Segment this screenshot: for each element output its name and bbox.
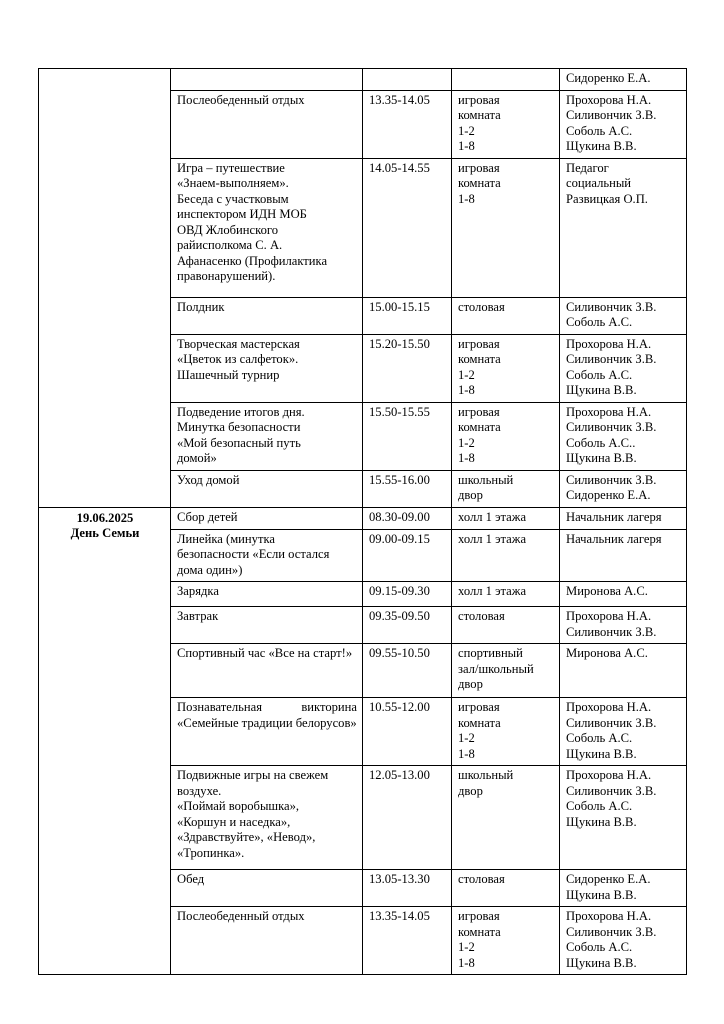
place-cell: игровая комната 1-2 1-8 (452, 907, 560, 975)
staff-cell: Силивончик З.В. Сидоренко Е.А. (560, 470, 687, 507)
place-cell: столовая (452, 607, 560, 644)
staff-cell: Прохорова Н.А. Силивончик З.В. Соболь А.С. Щукина В.В. (560, 907, 687, 975)
place-cell: спортивный зал/школьный двор (452, 644, 560, 698)
place-cell (452, 69, 560, 91)
place-cell: игровая комната 1-2 1-8 (452, 90, 560, 158)
staff-cell: Миронова А.С. (560, 582, 687, 607)
place-cell: холл 1 этажа (452, 582, 560, 607)
staff-cell: Прохорова Н.А. Силивончик З.В. Соболь А.С. Щукина В.В. (560, 90, 687, 158)
day-cell (39, 507, 171, 975)
activity-cell (171, 69, 363, 91)
place-cell: школьный двор (452, 766, 560, 870)
activity-cell: Линейка (минутка безопасности «Если остался дома один») (171, 529, 363, 582)
staff-cell: Прохорова Н.А. Силивончик З.В. Соболь А.С. Щукина В.В. (560, 334, 687, 402)
activity-cell: Уход домой (171, 470, 363, 507)
place-cell: столовая (452, 870, 560, 907)
place-cell: школьный двор (452, 470, 560, 507)
staff-cell: Силивончик З.В. Соболь А.С. (560, 297, 687, 334)
table-row (39, 507, 687, 529)
activity-cell: Обед (171, 870, 363, 907)
time-cell: 15.55-16.00 (363, 470, 452, 507)
time-cell: 15.50-15.55 (363, 402, 452, 470)
staff-cell: Прохорова Н.А. Силивончик З.В. Соболь А.С. Щукина В.В. (560, 766, 687, 870)
activity-cell: Сбор детей (171, 507, 363, 529)
schedule-table (38, 68, 687, 975)
place-cell: игровая комната 1-8 (452, 158, 560, 297)
staff-cell: Прохорова Н.А. Силивончик З.В. (560, 607, 687, 644)
activity-cell: Познавательная викторина «Семейные традиции белорусов» (171, 698, 363, 766)
activity-cell: Послеобеденный отдых (171, 90, 363, 158)
staff-cell: Педагог социальный Развицкая О.П. (560, 158, 687, 297)
time-cell: 12.05-13.00 (363, 766, 452, 870)
staff-cell: Начальник лагеря (560, 507, 687, 529)
time-cell: 09.15-09.30 (363, 582, 452, 607)
time-cell: 15.00-15.15 (363, 297, 452, 334)
activity-cell: Завтрак (171, 607, 363, 644)
day-title: День Семьи (70, 526, 140, 540)
time-cell: 14.05-14.55 (363, 158, 452, 297)
activity-cell: Творческая мастерская «Цветок из салфеток». Шашечный турнир (171, 334, 363, 402)
place-cell: игровая комната 1-2 1-8 (452, 334, 560, 402)
activity-cell: Подвижные игры на свежем воздухе. «Поймай воробышка», «Коршун и наседка», «Здравствуйте», «Невод», «Тропинка». (171, 766, 363, 870)
activity-cell: Спортивный час «Все на старт!» (171, 644, 363, 698)
place-cell: холл 1 этажа (452, 529, 560, 582)
table-row (39, 69, 687, 91)
time-cell (363, 69, 452, 91)
schedule-page (38, 68, 686, 975)
staff-cell: Начальник лагеря (560, 529, 687, 582)
time-cell: 13.05-13.30 (363, 870, 452, 907)
time-cell: 08.30-09.00 (363, 507, 452, 529)
day-date: 19.06.2025 (76, 510, 134, 525)
staff-cell: Прохорова Н.А. Силивончик З.В. Соболь А.С. Щукина В.В. (560, 698, 687, 766)
place-cell: игровая комната 1-2 1-8 (452, 698, 560, 766)
activity-cell: Зарядка (171, 582, 363, 607)
time-cell: 13.35-14.05 (363, 90, 452, 158)
staff-cell: Миронова А.С. (560, 644, 687, 698)
time-cell: 09.35-09.50 (363, 607, 452, 644)
place-cell: холл 1 этажа (452, 507, 560, 529)
place-cell: столовая (452, 297, 560, 334)
staff-cell: Сидоренко Е.А. Щукина В.В. (560, 870, 687, 907)
place-cell: игровая комната 1-2 1-8 (452, 402, 560, 470)
time-cell: 13.35-14.05 (363, 907, 452, 975)
previous-day-cell (39, 69, 171, 508)
staff-cell: Сидоренко Е.А. (560, 69, 687, 91)
time-cell: 10.55-12.00 (363, 698, 452, 766)
time-cell: 09.55-10.50 (363, 644, 452, 698)
activity-cell: Полдник (171, 297, 363, 334)
staff-cell: Прохорова Н.А. Силивончик З.В. Соболь А.С.. Щукина В.В. (560, 402, 687, 470)
time-cell: 09.00-09.15 (363, 529, 452, 582)
activity-cell: Послеобеденный отдых (171, 907, 363, 975)
time-cell: 15.20-15.50 (363, 334, 452, 402)
activity-cell: Игра – путешествие «Знаем-выполняем». Беседа с участковым инспектором ИДН МОБ ОВД Жлобинского райисполкома С. А. Афанасенко (Профилактика правонарушений). (171, 158, 363, 297)
activity-cell: Подведение итогов дня. Минутка безопасности «Мой безопасный путь домой» (171, 402, 363, 470)
